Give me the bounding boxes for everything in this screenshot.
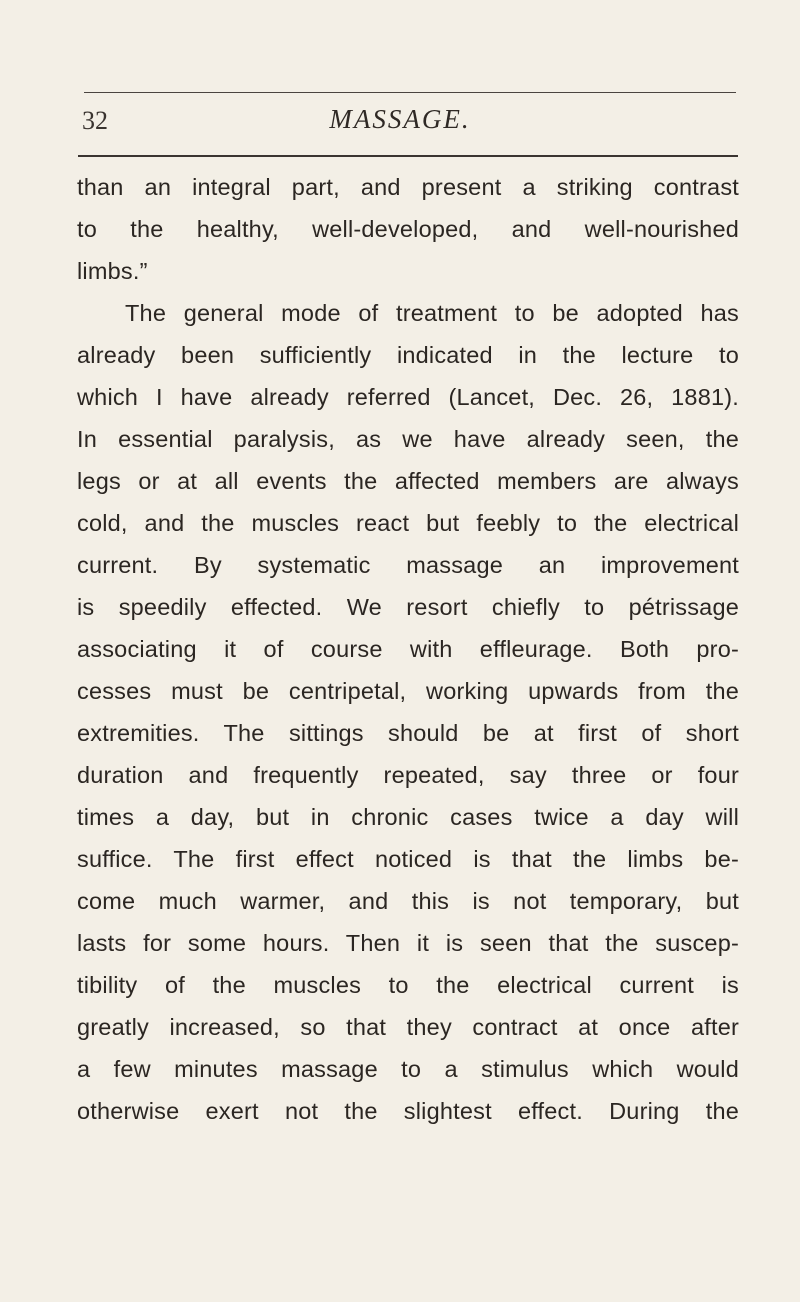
- running-head: MASSAGE.: [329, 104, 471, 134]
- text-line: which I have already referred (Lancet, Dec. 26, 1881).: [77, 384, 739, 410]
- text-line: come much warmer, and this is not temporary, but: [77, 888, 739, 914]
- header-rule-top: [84, 92, 736, 93]
- text-line: In essential paralysis, as we have already seen, the: [77, 426, 739, 452]
- text-line: legs or at all events the affected members are always: [77, 468, 739, 494]
- text-line: duration and frequently repeated, say three or four: [77, 762, 739, 788]
- text-line: greatly increased, so that they contract at once after: [77, 1014, 739, 1040]
- text-line: a few minutes massage to a stimulus which would: [77, 1056, 739, 1082]
- text-line: tibility of the muscles to the electrical current is: [77, 972, 739, 998]
- text-line: associating it of course with effleurage. Both pro-: [77, 636, 739, 662]
- text-line: suffice. The first effect noticed is that the limbs be-: [77, 846, 739, 872]
- body-text: [77, 166, 739, 1132]
- text-line: current. By systematic massage an improvement: [77, 552, 739, 578]
- text-line: cold, and the muscles react but feebly to the electrical: [77, 510, 739, 536]
- page-number: 32: [82, 106, 108, 135]
- text-line: lasts for some hours. Then it is seen that the suscep-: [77, 930, 739, 956]
- text-line: than an integral part, and present a striking contrast: [77, 174, 739, 200]
- text-line: The general mode of treatment to be adopted has: [125, 300, 739, 326]
- text-line: times a day, but in chronic cases twice a day will: [77, 804, 739, 830]
- text-line: cesses must be centripetal, working upwards from the: [77, 678, 739, 704]
- text-line: otherwise exert not the slightest effect. During the: [77, 1098, 739, 1124]
- text-line: already been sufficiently indicated in the lecture to: [77, 342, 739, 368]
- text-line: is speedily effected. We resort chiefly to pétrissage: [77, 594, 739, 620]
- text-line: limbs.”: [77, 258, 148, 284]
- header-rule-bottom: [78, 155, 738, 157]
- text-line: extremities. The sittings should be at first of short: [77, 720, 739, 746]
- text-line: to the healthy, well-developed, and well-nourished: [77, 216, 739, 242]
